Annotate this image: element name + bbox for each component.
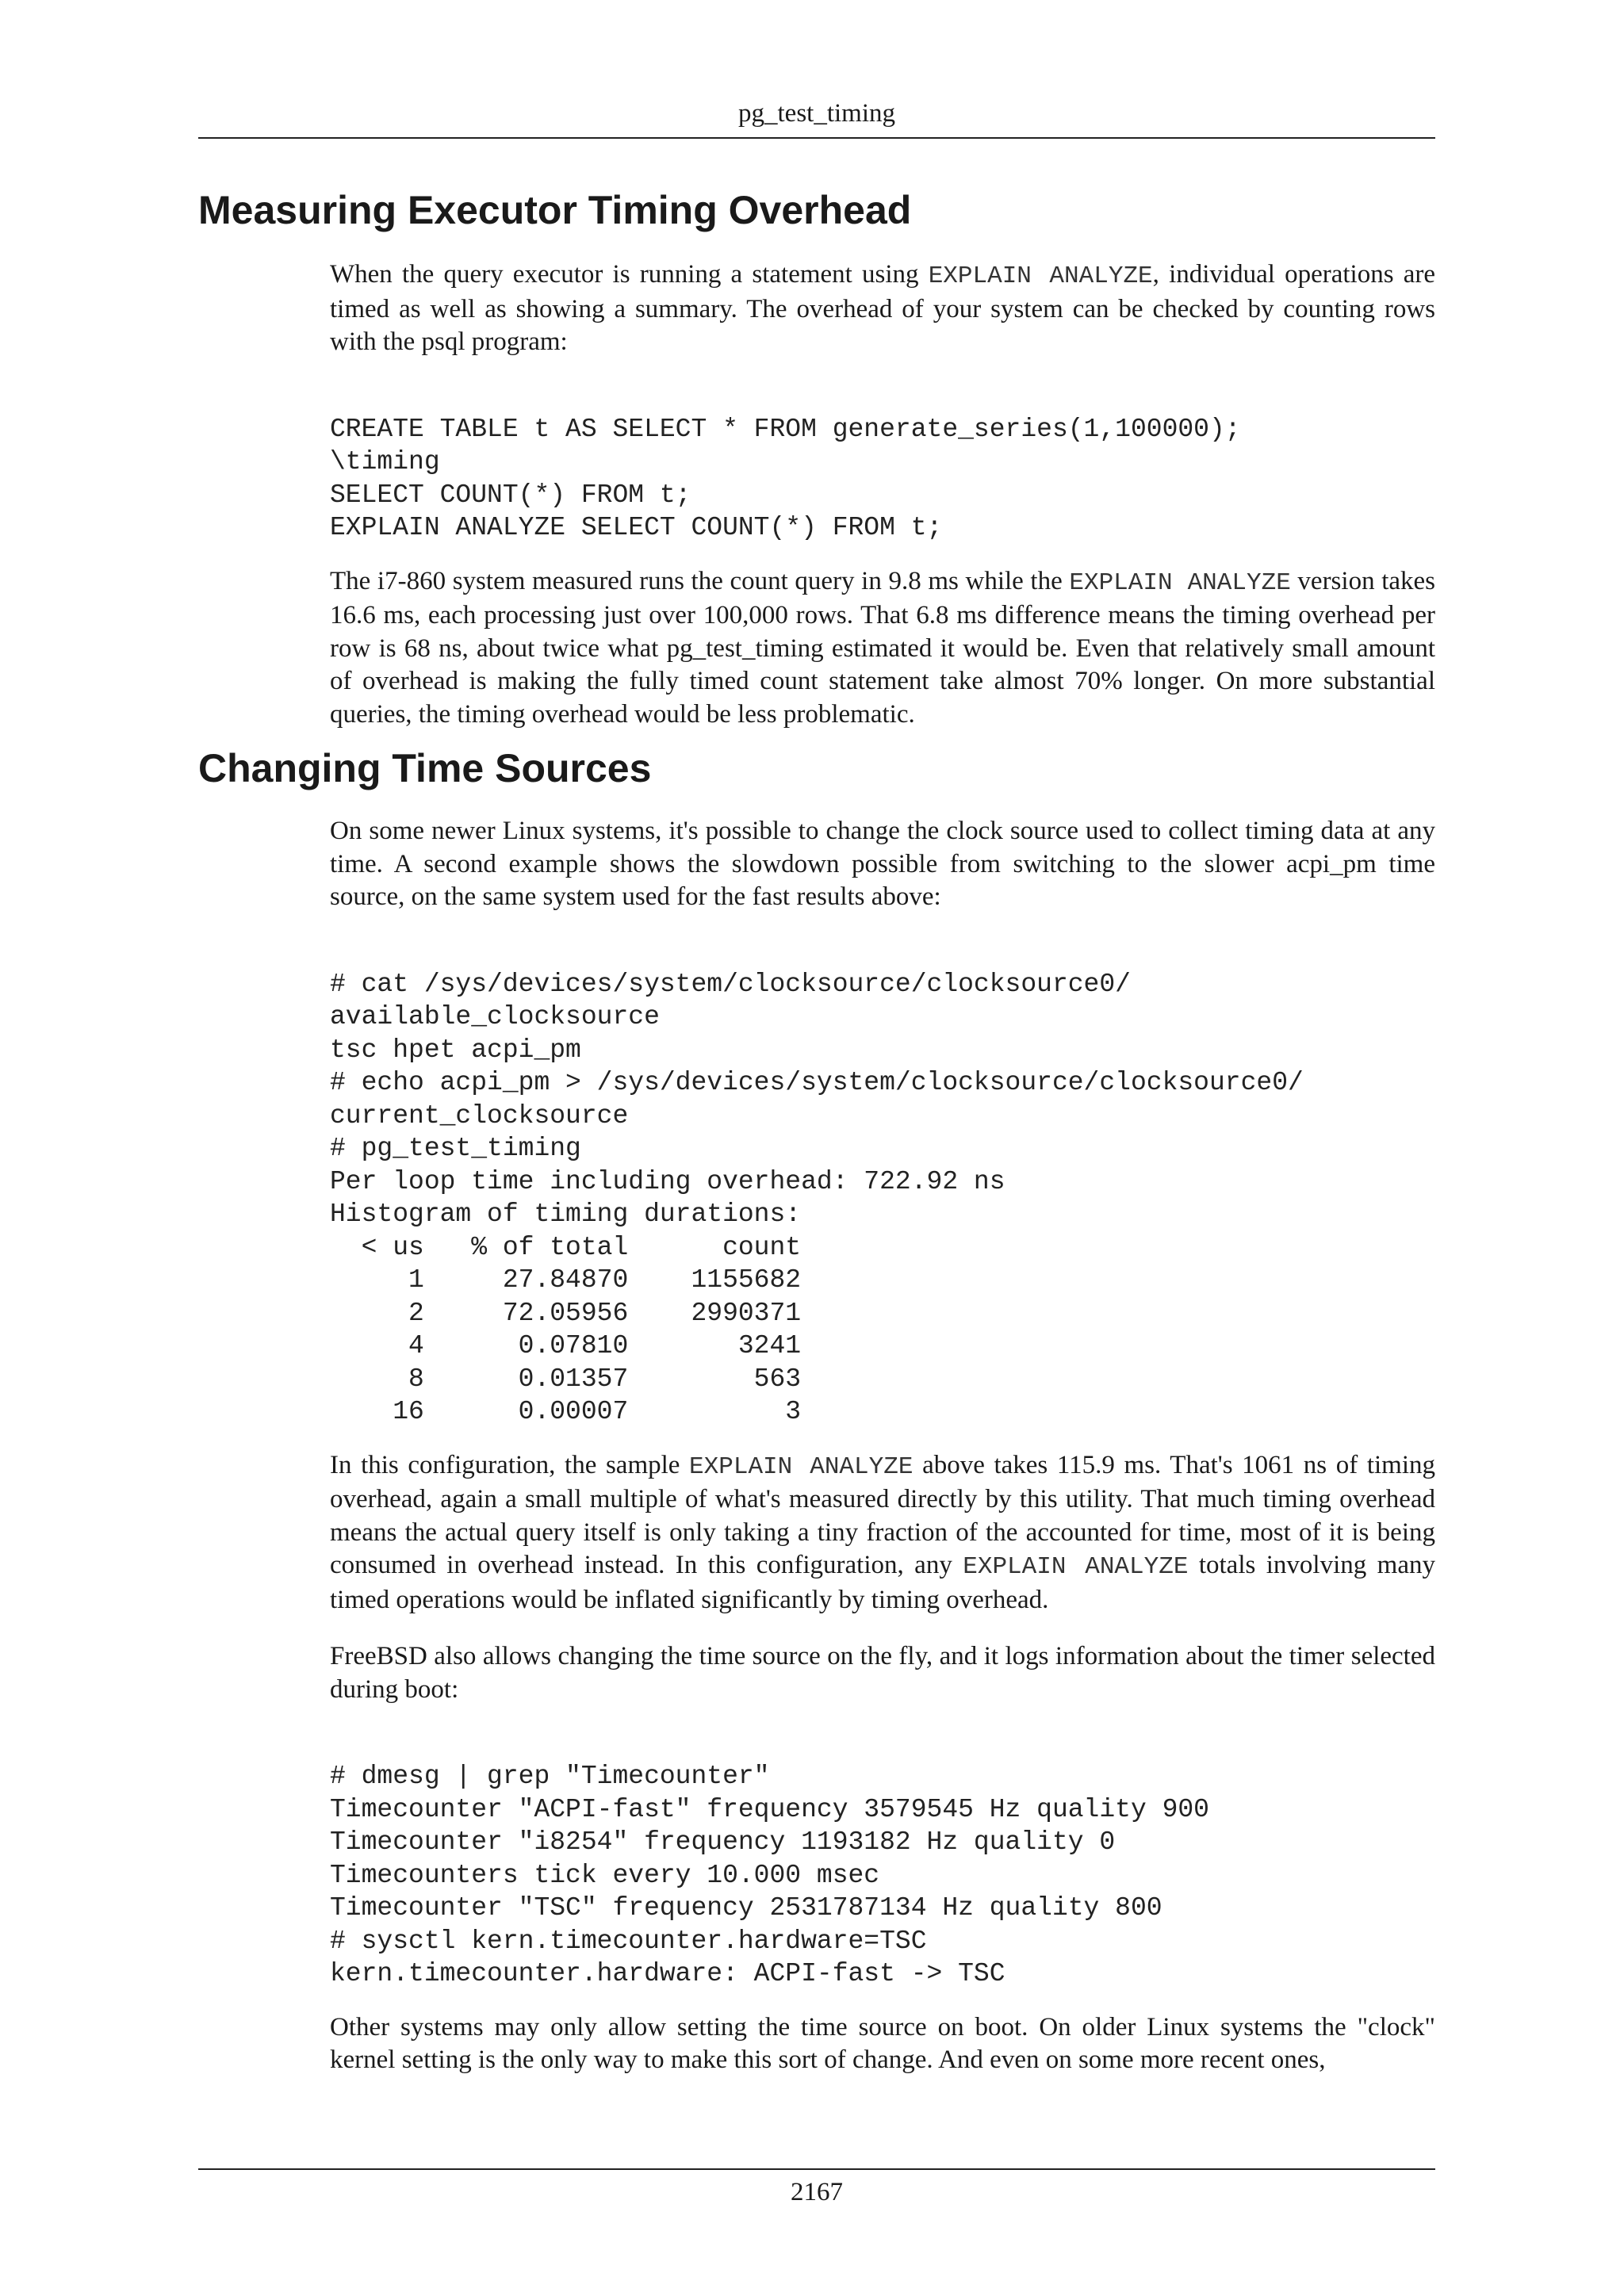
code-block: # cat /sys/devices/system/clocksource/clocksource0/ available_clocksource tsc hpet acpi_pm # echo acpi_pm > /sys/devices/system/clocksource/clocksource0/ current_clocksource # pg_test_timing Per loop time including overhead: 722.92 ns Histogram of timing durations: < us % of total count 1 27.84870 1155682 2 72.05956 2990371 4 0.07810 3241 8 0.01357 563 16 0.00007 3: [330, 969, 1304, 1426]
text-run: , individual operations are timed as well as showing a summary. The overhead of your system can be checked by counting rows with the psql program:: [330, 260, 1435, 356]
text-run: above takes 115.9 ms. That's 1061 ns of timing overhead, again a small multiple of what's measured directly by this utility. That much timing overhead means the actual query itself is only taking a tiny fraction of the accounted for time, most of it is being consumed in overhead instead. In this configuration, any: [330, 1450, 1435, 1579]
header-rule: [198, 137, 1435, 139]
section-body-executor-timing: [330, 258, 1435, 731]
text-run: FreeBSD also allows changing the time source on the fly, and it logs information about the timer selected during boot:: [330, 1642, 1435, 1704]
section-title-time-sources: Changing Time Sources: [198, 746, 652, 790]
page-header: pg_test_timing: [738, 99, 895, 128]
paragraph: [330, 815, 1435, 914]
page-number: 2167: [791, 2178, 843, 2206]
section-title-executor-timing: Measuring Executor Timing Overhead: [198, 188, 912, 232]
text-run: When the query executor is running a statement using: [330, 260, 929, 289]
page-content: [198, 182, 1435, 2077]
inline-code: EXPLAIN ANALYZE: [1069, 568, 1291, 597]
text-run: totals involving many timed operations would be inflated significantly by timing overhead.: [330, 1551, 1435, 1614]
section-body-time-sources: [330, 815, 1435, 2077]
code-block: CREATE TABLE t AS SELECT * FROM generate_series(1,100000); \timing SELECT COUNT(*) FROM t; EXPLAIN ANALYZE SELECT COUNT(*) FROM t;: [330, 414, 1241, 542]
paragraph: [330, 2011, 1435, 2077]
text-run: In this configuration, the sample: [330, 1450, 690, 1479]
text-run: Other systems may only allow setting the time source on boot. On older Linux systems the "clock" kernel setting is the only way to make this sort of change. And even on some more recent ones,: [330, 2012, 1435, 2074]
paragraph: [330, 258, 1435, 359]
paragraph: [330, 1449, 1435, 1617]
text-run: The i7-860 system measured runs the count query in 9.8 ms while the: [330, 566, 1070, 595]
paragraph: [330, 1640, 1435, 1706]
inline-code: EXPLAIN ANALYZE: [928, 262, 1153, 290]
footer-rule: [198, 2168, 1435, 2170]
text-run: On some newer Linux systems, it's possible to change the clock source used to collect timing data at any time. A second example shows the slowdown possible from switching to the slower acpi_pm time source, on the same system used for the fast results above:: [330, 817, 1435, 911]
inline-code: EXPLAIN ANALYZE: [963, 1553, 1189, 1581]
inline-code: EXPLAIN ANALYZE: [689, 1452, 914, 1481]
text-run: version takes 16.6 ms, each processing just over 100,000 rows. That 6.8 ms difference means the timing overhead per row is 68 ns, about twice what pg_test_timing estimated it would be. Even that relatively small amount of overhead is making the fully timed count statement take almost 70% longer. On more substantial queries, the timing overhead would be less problematic.: [330, 566, 1436, 729]
code-block: # dmesg | grep "Timecounter" Timecounter "ACPI-fast" frequency 3579545 Hz quality 900 Timecounter "i8254" frequency 1193182 Hz quality 0 Timecounters tick every 10.000 msec Timecounter "TSC" frequency 2531787134 Hz quality 800 # sysctl kern.timecounter.hardware=TSC kern.timecounter.hardware: ACPI-fast -> TSC: [330, 1762, 1209, 1988]
paragraph: [330, 565, 1435, 732]
